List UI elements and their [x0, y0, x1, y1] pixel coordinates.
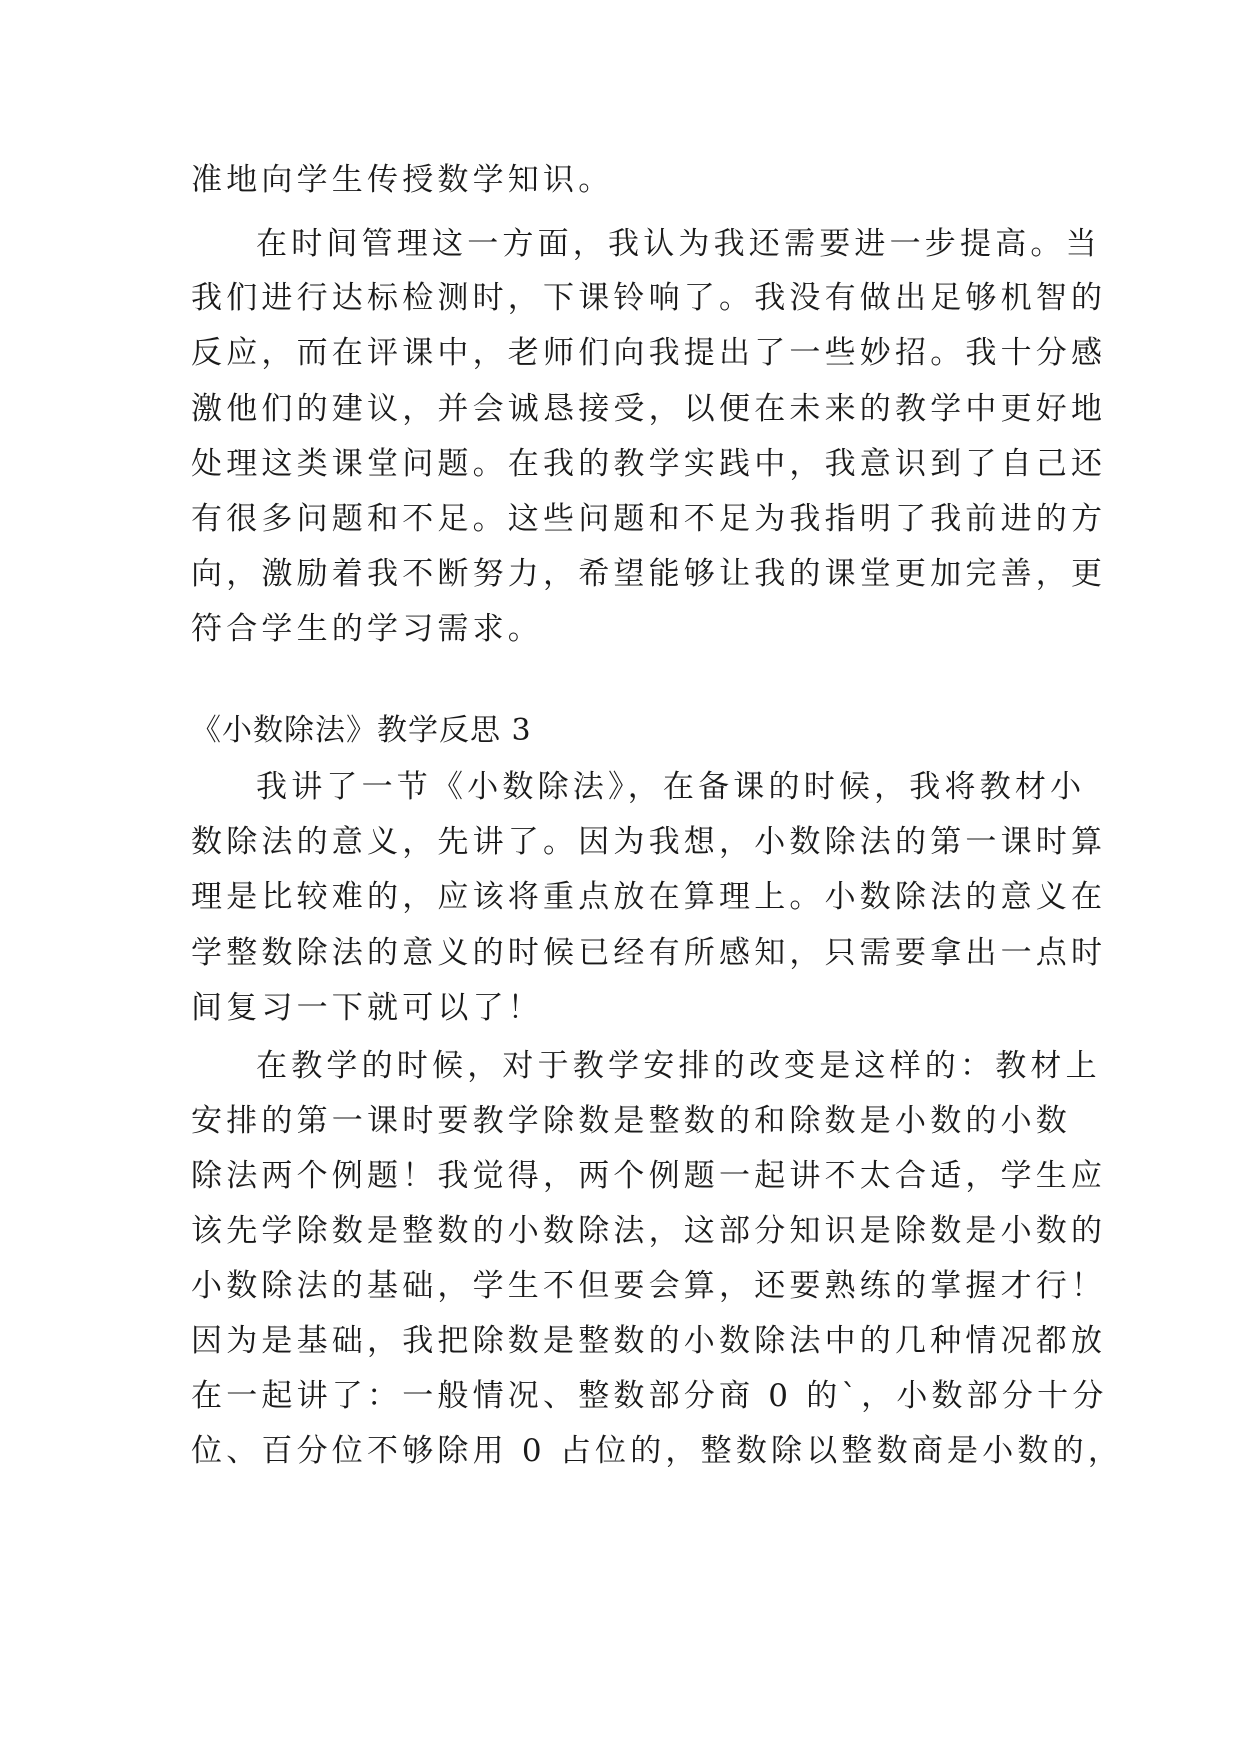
paragraph-line: 在一起讲了：一般情况、整数部分商 0 的`，小数部分十分 — [191, 1378, 1108, 1414]
paragraph-line: 在时间管理这一方面，我认为我还需要进一步提高。当 — [256, 226, 1101, 262]
paragraph-line: 处理这类课堂问题。在我的教学实践中，我意识到了自己还 — [191, 446, 1107, 482]
paragraph-line: 我们进行达标检测时，下课铃响了。我没有做出足够机智的 — [191, 280, 1107, 316]
paragraph-line: 激他们的建议，并会诚恳接受，以便在未来的教学中更好地 — [191, 391, 1107, 427]
paragraph-line: 向，激励着我不断努力，希望能够让我的课堂更加完善，更 — [191, 556, 1107, 592]
paragraph-line: 理是比较难的，应该将重点放在算理上。小数除法的意义在 — [191, 879, 1107, 915]
paragraph-line: 除法两个例题！我觉得，两个例题一起讲不太合适，学生应 — [191, 1158, 1107, 1194]
section-title: 《小数除法》教学反思 3 — [191, 713, 532, 748]
paragraph-line: 反应，而在评课中，老师们向我提出了一些妙招。我十分感 — [191, 335, 1107, 371]
paragraph-line: 有很多问题和不足。这些问题和不足为我指明了我前进的方 — [191, 501, 1107, 537]
paragraph-line: 安排的第一课时要教学除数是整数的和除数是小数的小数 — [191, 1103, 1071, 1139]
paragraph-line: 该先学除数是整数的小数除法，这部分知识是除数是小数的 — [191, 1213, 1107, 1249]
paragraph-line: 小数除法的基础，学生不但要会算，还要熟练的掌握才行！ — [191, 1268, 1107, 1304]
paragraph-line: 因为是基础，我把除数是整数的小数除法中的几种情况都放 — [191, 1323, 1107, 1359]
paragraph-line: 间复习一下就可以了！ — [191, 990, 543, 1026]
paragraph-line: 学整数除法的意义的时候已经有所感知，只需要拿出一点时 — [191, 935, 1107, 971]
paragraph-line: 符合学生的学习需求。 — [191, 611, 543, 647]
paragraph-line: 位、百分位不够除用 0 占位的，整数除以整数商是小数的， — [191, 1433, 1124, 1469]
paragraph-line: 在教学的时候，对于教学安排的改变是这样的：教材上 — [256, 1048, 1101, 1084]
paragraph-line: 数除法的意义，先讲了。因为我想，小数除法的第一课时算 — [191, 824, 1107, 860]
paragraph-line: 准地向学生传授数学知识。 — [191, 162, 614, 198]
paragraph-line: 我讲了一节《小数除法》，在备课的时候，我将教材小 — [256, 769, 1086, 805]
